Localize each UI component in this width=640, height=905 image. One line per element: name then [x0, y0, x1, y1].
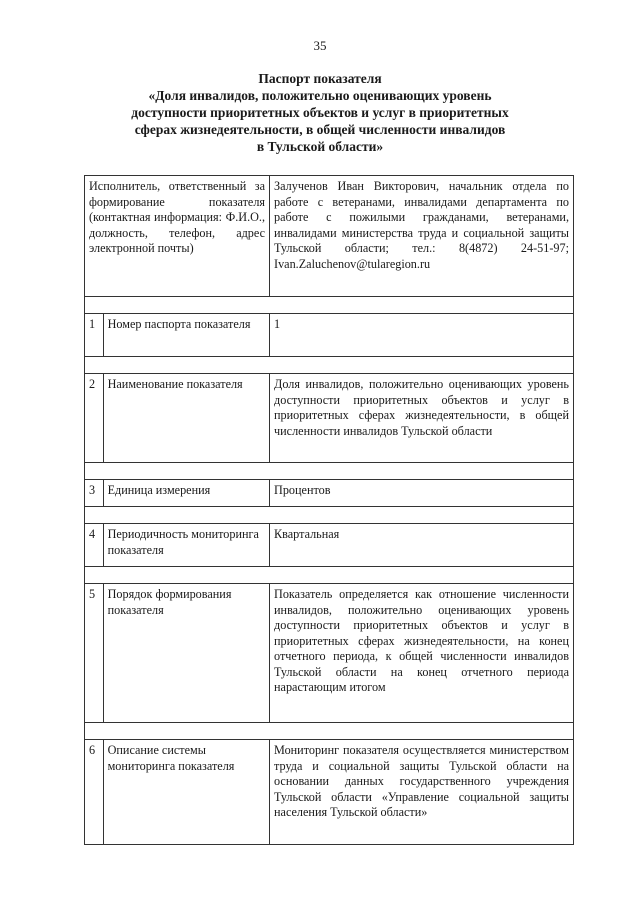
- title-line: «Доля инвалидов, положительно оценивающих уровень: [148, 88, 492, 103]
- row-number: 1: [85, 314, 104, 357]
- executor-label: Исполнитель, ответственный за формирование показателя (контактная информация: Ф.И.О., должность, телефон, адрес электронной почты): [85, 176, 270, 297]
- row-label: Наименование показателя: [103, 374, 269, 463]
- title-line: сферах жизнедеятельности, в общей численности инвалидов: [134, 122, 506, 137]
- table-row: [85, 480, 574, 507]
- table-row: [85, 314, 574, 357]
- row-label: Номер паспорта показателя: [103, 314, 269, 357]
- row-value: Показатель определяется как отношение численности инвалидов, положительно оценивающих уровень доступности приоритетных объектов и услуг в приоритетных сферах жизнедеятельности, на конец отчетного периода, к общей численности инвалидов Тульской области на конец отчетного периода нарастающим итогом: [270, 584, 574, 723]
- table-row: [85, 374, 574, 463]
- page-number: 35: [313, 38, 327, 53]
- indicator-passport-table: [84, 175, 574, 845]
- title-line: Паспорт показателя: [258, 71, 382, 86]
- row-number: 2: [85, 374, 104, 463]
- row-label: Единица измерения: [103, 480, 269, 507]
- row-number: 4: [85, 524, 104, 567]
- row-value: Доля инвалидов, положительно оценивающих уровень доступности приоритетных объектов и услуг в приоритетных сферах жизнедеятельности, в общей численности инвалидов Тульской области: [270, 374, 574, 463]
- executor-row: [85, 176, 574, 297]
- row-value: Квартальная: [270, 524, 574, 567]
- document-title: [100, 70, 540, 155]
- table-row: [85, 584, 574, 723]
- row-number: 5: [85, 584, 104, 723]
- executor-value: Залученов Иван Викторович, начальник отдела по работе с ветеранами, инвалидами департамента по работе с пожилыми гражданами, ветеранами, инвалидами министерства труда и социальной защиты Тульской области; тел.: 8(4872) 24-51-97; Ivan.Zaluchenov@tularegion.ru: [270, 176, 574, 297]
- row-number: 3: [85, 480, 104, 507]
- row-value: 1: [270, 314, 574, 357]
- table-row: [85, 740, 574, 845]
- title-line: доступности приоритетных объектов и услуг в приоритетных: [131, 105, 509, 120]
- row-value: Процентов: [270, 480, 574, 507]
- title-line: в Тульской области»: [256, 139, 384, 154]
- row-number: 6: [85, 740, 104, 845]
- row-label: Порядок формирования показателя: [103, 584, 269, 723]
- row-value: Мониторинг показателя осуществляется министерством труда и социальной защиты Тульской области на основании данных государственного учреждения Тульской области «Управление социальной защиты населения Тульской области»: [270, 740, 574, 845]
- row-label: Периодичность мониторинга показателя: [103, 524, 269, 567]
- row-label: Описание системы мониторинга показателя: [103, 740, 269, 845]
- table-row: [85, 524, 574, 567]
